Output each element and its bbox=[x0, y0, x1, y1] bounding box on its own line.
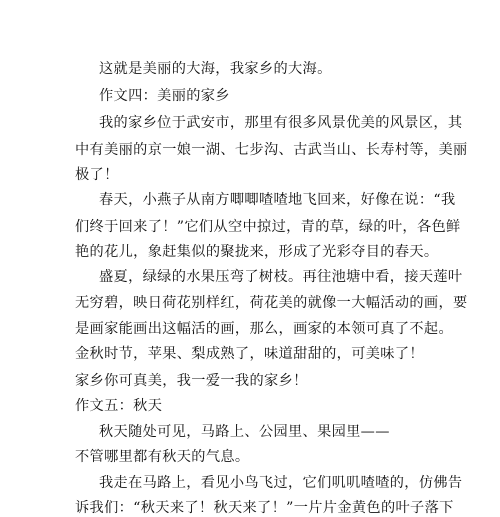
section-heading: 作文四：美丽的家乡 bbox=[99, 88, 230, 104]
section-heading: 作文五：秋天 bbox=[75, 398, 163, 414]
text-line: 我走在马路上，看见小鸟飞过，它们叽叽喳喳的，仿佛告 bbox=[99, 475, 463, 491]
text-line: 这就是美丽的大海，我家乡的大海。 bbox=[99, 61, 332, 77]
text-line: 春天，小燕子从南方唧唧喳喳地飞回来，好像在说：“我 bbox=[99, 192, 456, 208]
text-line: 诉我们：“秋天来了！秋天来了！”一片片金黄色的叶子落下 bbox=[75, 500, 454, 516]
text-line: 家乡你可真美，我一爱一我的家乡！ bbox=[75, 373, 308, 389]
text-line: 是画家能画出这幅活的画，那么，画家的本领可真了不起。 bbox=[75, 321, 453, 337]
text-line: 秋天随处可见，马路上、公园里、果园里—— bbox=[99, 424, 390, 440]
text-line: 们终于回来了！”它们从空中掠过，青的草，绿的叶，各色鲜 bbox=[75, 219, 461, 235]
text-line: 不管哪里都有秋天的气息。 bbox=[75, 449, 250, 465]
text-line: 无穷碧，映日荷花别样红，荷花美的就像一大幅活动的画，要 bbox=[75, 295, 468, 311]
text-line: 我的家乡位于武安市，那里有很多风景优美的风景区，其 bbox=[99, 115, 463, 131]
text-line: 盛夏，绿绿的水果压弯了树枝。再往池塘中看，接天莲叶 bbox=[99, 269, 463, 285]
text-line: 中有美丽的京一娘一湖、七步沟、古武当山、长寿村等，美丽 bbox=[75, 142, 468, 158]
text-line: 极了！ bbox=[75, 167, 119, 183]
text-line: 金秋时节，苹果、梨成熟了，味道甜甜的，可美味了！ bbox=[75, 346, 424, 362]
text-line: 艳的花儿，象赶集似的聚拢来，形成了光彩夺目的春天。 bbox=[75, 244, 439, 260]
